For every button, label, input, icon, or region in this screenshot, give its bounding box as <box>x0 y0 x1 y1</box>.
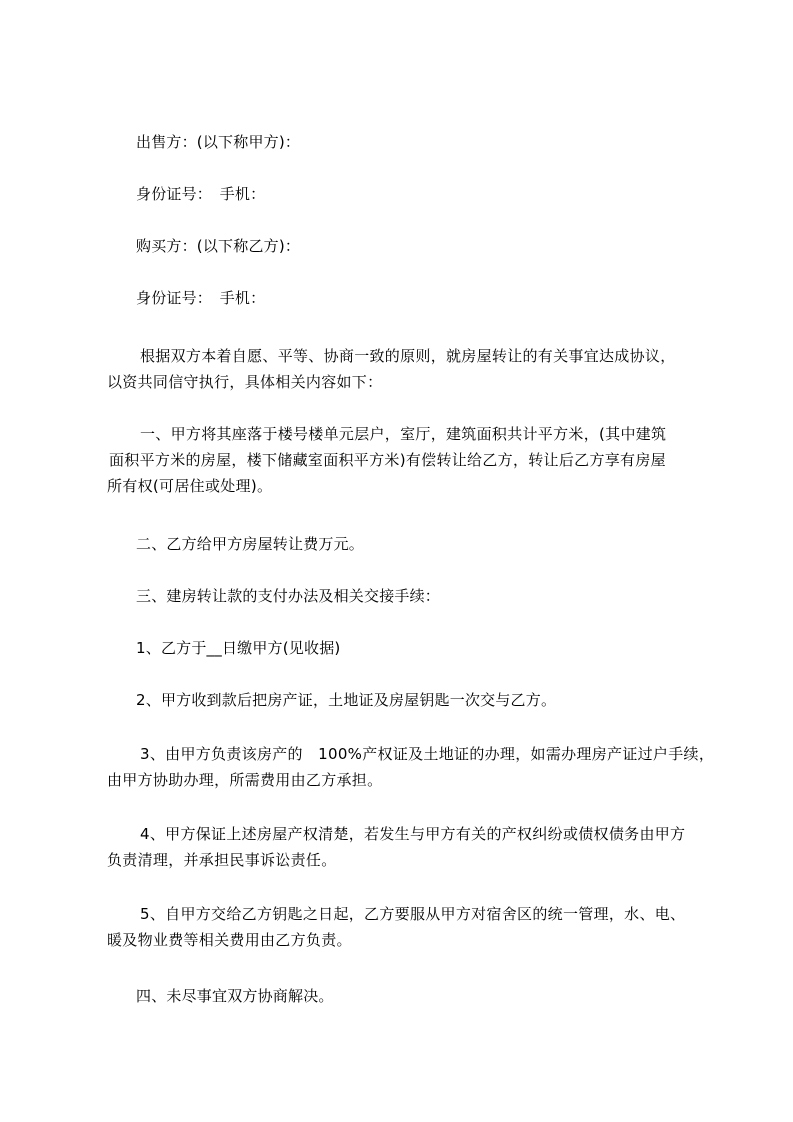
clause-1-paragraph <box>107 421 666 499</box>
clause-4: 四、未尽事宜双方协商解决。 <box>136 987 334 1005</box>
item-3-line-2: 由甲方协助办理，所需费用由乙方承担。 <box>107 771 383 789</box>
intro-line-1: 根据双方本着自愿、平等、协商一致的原则，就房屋转让的有关事宜达成协议， <box>140 347 676 365</box>
seller-id-line: 身份证号： 手机： <box>136 185 266 203</box>
clause-1-line-1: 一、甲方将其座落于楼号楼单元层户，室厅，建筑面积共计平方米，(其中建筑 <box>140 425 667 443</box>
item-4-line-1: 4、甲方保证上述房屋产权清楚，若发生与甲方有关的产权纠纷或债权债务由甲方 <box>140 825 686 843</box>
clause-1-line-3: 所有权(可居住或处理)。 <box>107 477 273 495</box>
item-5-paragraph <box>107 901 685 953</box>
clause-2: 二、乙方给甲方房屋转让费万元。 <box>136 535 365 553</box>
clause-3: 三、建房转让款的支付办法及相关交接手续： <box>136 587 441 605</box>
item-3-paragraph <box>107 741 714 793</box>
intro-paragraph <box>107 343 676 395</box>
item-3-line-1: 3、由甲方负责该房产的 100%产权证及土地证的办理，如需办理房产证过户手续， <box>140 745 715 763</box>
item-2: 2、甲方收到款后把房产证，土地证及房屋钥匙一次交与乙方。 <box>136 691 557 709</box>
item-4-paragraph <box>107 821 685 873</box>
intro-line-2: 以资共同信守执行，具体相关内容如下： <box>107 373 383 391</box>
seller-line: 出售方：(以下称甲方)： <box>136 133 301 151</box>
buyer-line: 购买方：(以下称乙方)： <box>136 237 301 255</box>
item-5-line-2: 暖及物业费等相关费用由乙方负责。 <box>107 931 352 949</box>
item-1: 1、乙方于__日缴甲方(见收据) <box>136 639 341 657</box>
clause-1-line-2: 面积平方米的房屋，楼下储藏室面积平方米)有偿转让给乙方，转让后乙方享有房屋 <box>109 451 666 469</box>
item-4-line-2: 负责清理，并承担民事诉讼责任。 <box>107 851 337 869</box>
item-5-line-1: 5、自甲方交给乙方钥匙之日起，乙方要服从甲方对宿舍区的统一管理，水、电、 <box>140 905 686 923</box>
buyer-id-line: 身份证号： 手机： <box>136 289 266 307</box>
